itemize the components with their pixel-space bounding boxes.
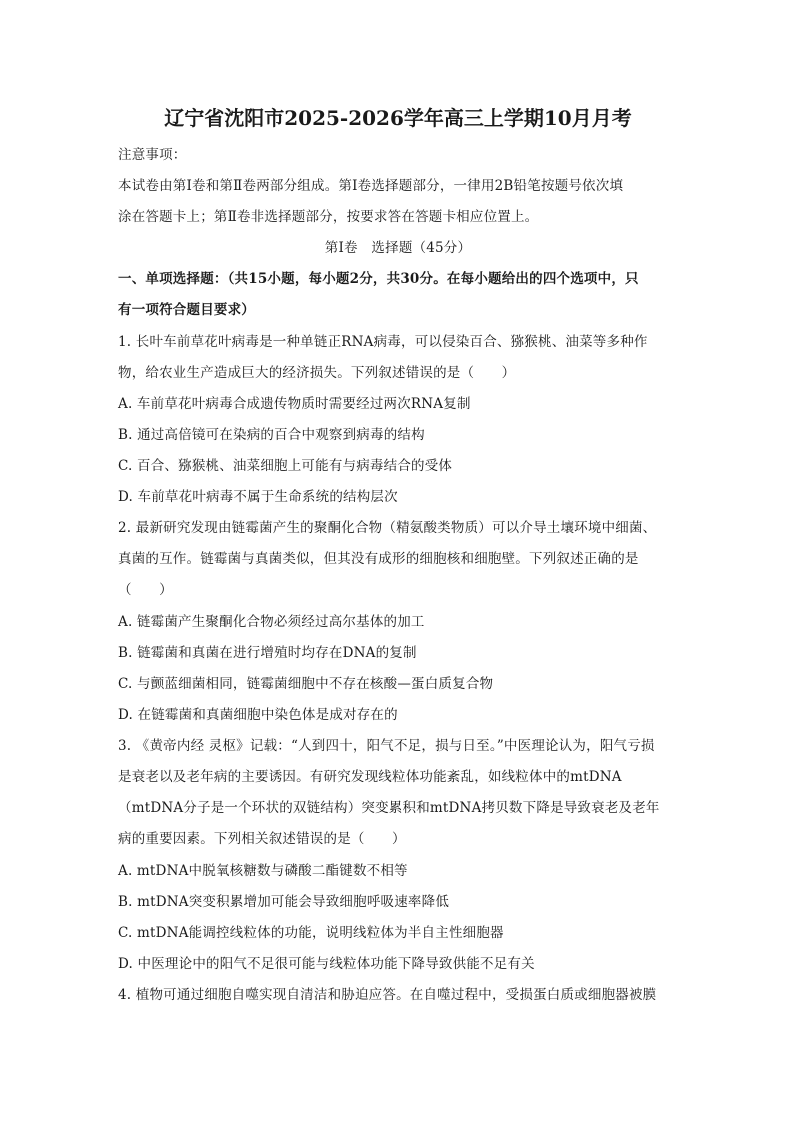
- question-stem: （mtDNA分子是一个环状的双链结构）突变累积和mtDNA拷贝数下降是导致衰老及老年: [118, 800, 660, 816]
- document-page: [118, 0, 678, 1123]
- notice-heading: 注意事项：: [118, 147, 187, 163]
- question-stem: 3. 《黄帝内经 灵枢》记载：“人到四十，阳气不足，损与日至。”中医理论认为，阳气亏损: [118, 738, 655, 754]
- notice-line: 本试卷由第Ⅰ卷和第Ⅱ卷两部分组成。第Ⅰ卷选择题部分，一律用2B铅笔按题号依次填: [118, 178, 624, 194]
- option-b: B. 通过高倍镜可在染病的百合中观察到病毒的结构: [118, 427, 425, 443]
- question-stem: 4. 植物可通过细胞自噬实现自清洁和胁迫应答。在自噬过程中，受损蛋白质或细胞器被膜: [118, 987, 657, 1003]
- option-d: D. 中医理论中的阳气不足很可能与线粒体功能下降导致供能不足有关: [118, 956, 535, 972]
- option-c: C. mtDNA能调控线粒体的功能，说明线粒体为半自主性细胞器: [118, 925, 504, 941]
- question-stem: 真菌的互作。链霉菌与真菌类似，但其没有成形的细胞核和细胞壁。下列叙述正确的是: [118, 551, 639, 567]
- question-stem: 1. 长叶车前草花叶病毒是一种单链正RNA病毒，可以侵染百合、猕猴桃、油菜等多种作: [118, 334, 648, 350]
- question-stem: 病的重要因素。下列相关叙述错误的是（ ）: [118, 831, 406, 847]
- question-stem: 是衰老以及老年病的主要诱因。有研究发现线粒体功能紊乱，如线粒体中的mtDNA: [118, 769, 622, 785]
- page-title: 辽宁省沈阳市2025-2026学年高三上学期10月月考: [164, 106, 632, 130]
- option-c: C. 与颤蓝细菌相同，链霉菌细胞中不存在核酸—蛋白质复合物: [118, 676, 494, 692]
- option-b: B. mtDNA突变积累增加可能会导致细胞呼吸速率降低: [118, 894, 450, 910]
- option-a: A. 车前草花叶病毒合成遗传物质时需要经过两次RNA复制: [118, 396, 471, 412]
- option-c: C. 百合、猕猴桃、油菜细胞上可能有与病毒结合的受体: [118, 458, 453, 474]
- option-a: A. 链霉菌产生聚酮化合物必须经过高尔基体的加工: [118, 614, 425, 630]
- option-b: B. 链霉菌和真菌在进行增殖时均存在DNA的复制: [118, 645, 417, 661]
- option-d: D. 车前草花叶病毒不属于生命系统的结构层次: [118, 489, 398, 505]
- notice-line: 涂在答题卡上；第Ⅱ卷非选择题部分，按要求答在答题卡相应位置上。: [118, 209, 539, 225]
- part-heading: 一、单项选择题：（共15小题，每小题2分，共30分。在每小题给出的四个选项中，只: [118, 271, 639, 287]
- question-stem: 物，给农业生产造成巨大的经济损失。下列叙述错误的是（ ）: [118, 365, 516, 381]
- section-title: 第Ⅰ卷 选择题（45分）: [324, 240, 472, 256]
- question-stem: 2. 最新研究发现由链霉菌产生的聚酮化合物（精氨酸类物质）可以介导土壤环境中细菌、: [118, 520, 657, 536]
- option-d: D. 在链霉菌和真菌细胞中染色体是成对存在的: [118, 707, 398, 723]
- question-stem: （ ）: [118, 582, 173, 598]
- part-heading: 有一项符合题目要求）: [118, 302, 255, 318]
- option-a: A. mtDNA中脱氧核糖数与磷酸二酯键数不相等: [118, 863, 408, 879]
